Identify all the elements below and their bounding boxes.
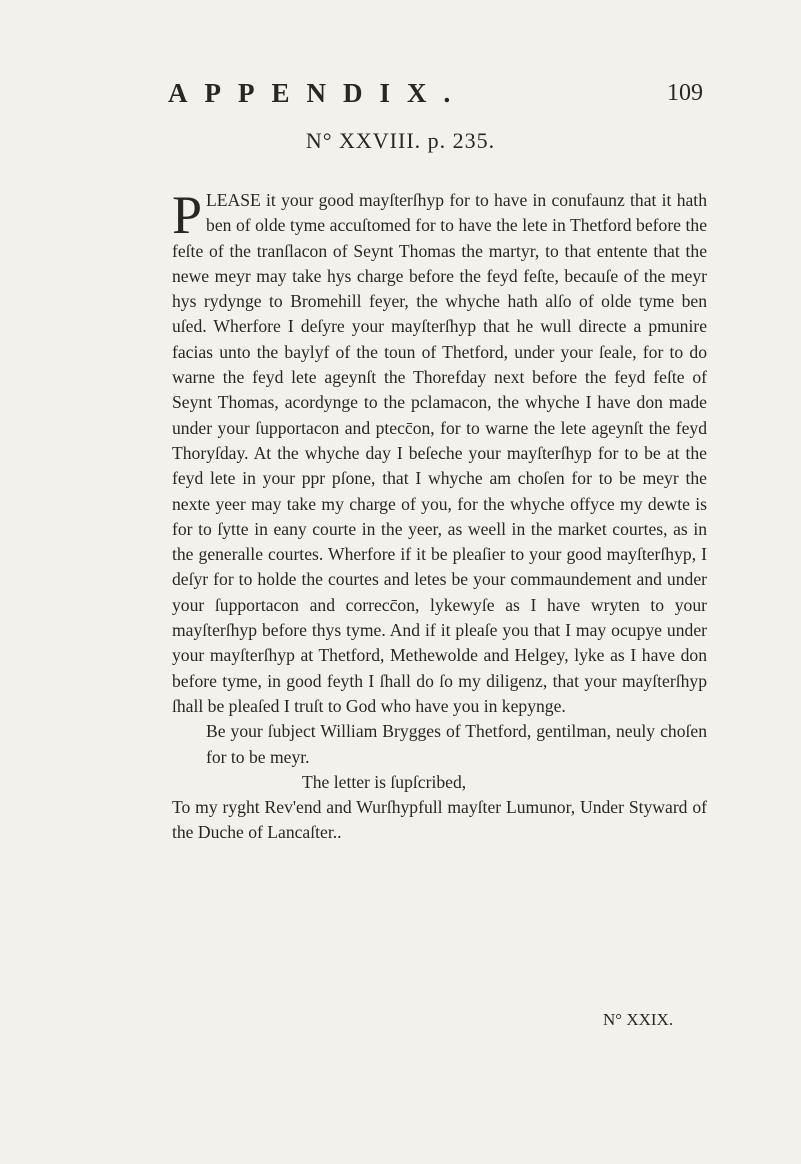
letter-text [172, 185, 707, 846]
drop-cap: P [172, 185, 203, 245]
address-text: To my ryght Rev'end and Wurſhypfull mayſter Lumunor, Under Styward of the Duche of Lancaſter.. [172, 797, 707, 843]
superscription-text: The letter is ſupſcribed, [302, 771, 467, 792]
letter-body [172, 185, 707, 719]
letter-body-text: LEASE it your good mayſterſhyp for to have in conufaunz that it hath ben of olde tyme accuſtomed for to have the lete in Thetford before the feſte of the tranſlacon of Seynt Thomas the martyr, to that entente that the newe meyr may take hys charge before the feyd feſte, becauſe of the meyr hys rydynge to Bromehill feyer, the whyche hath alſo of olde tyme ben uſed. Wherfore I deſyre your mayſterſhyp that he wull directe a pmunire facias unto the baylyf of the toun of Thetford, under your ſeale, for to do warne the feyd lete ageynſt the Thorefday next before the feyd feſte of Seynt Thomas, acordynge to the pclamacon, the whyche I have don made under your ſupportacon and ptecc̄on, for to warne the lete ageynſt the feyd Thoryſday. At the whyche day I beſeche your mayſterſhyp for to be at the feyd lete in your ppr pſone, that I whyche am choſen for to be meyr the nexte yeer may take my charge of you, for the whyche offyce my dewte is for to ſytte in eany courte in the yeer, as weell in the market courtes, as in the generalle courtes. Wherfore if it be pleaſier to your good mayſterſhyp, I deſyr for to holde the courtes and letes be your commaundement and under your ſupportacon and correcc̄on, lykewyſe as I have wryten to your mayſterſhyp before thys tyme. And if it pleaſe you that I may ocupye under your mayſterſhyp at Thetford, Methewolde and Helgey, lyke as I have don before tyme, in good feyth I ſhall do ſo my diligenz, that your mayſterſhyp ſhall be pleaſed I truſt to God who have you in kepynge. [172, 190, 707, 716]
document-heading: N° XXVIII. p. 235. [305, 128, 496, 153]
superscription [172, 770, 707, 795]
signature [172, 719, 707, 770]
page-number: 109 [667, 80, 703, 106]
signature-text: Be your ſubject William Brygges of Thetford, gentilman, neuly choſen for to be meyr. [206, 721, 707, 767]
catchword: N° XXIX. [603, 1010, 674, 1029]
running-head: APPENDIX. [168, 78, 468, 108]
address [172, 795, 707, 846]
